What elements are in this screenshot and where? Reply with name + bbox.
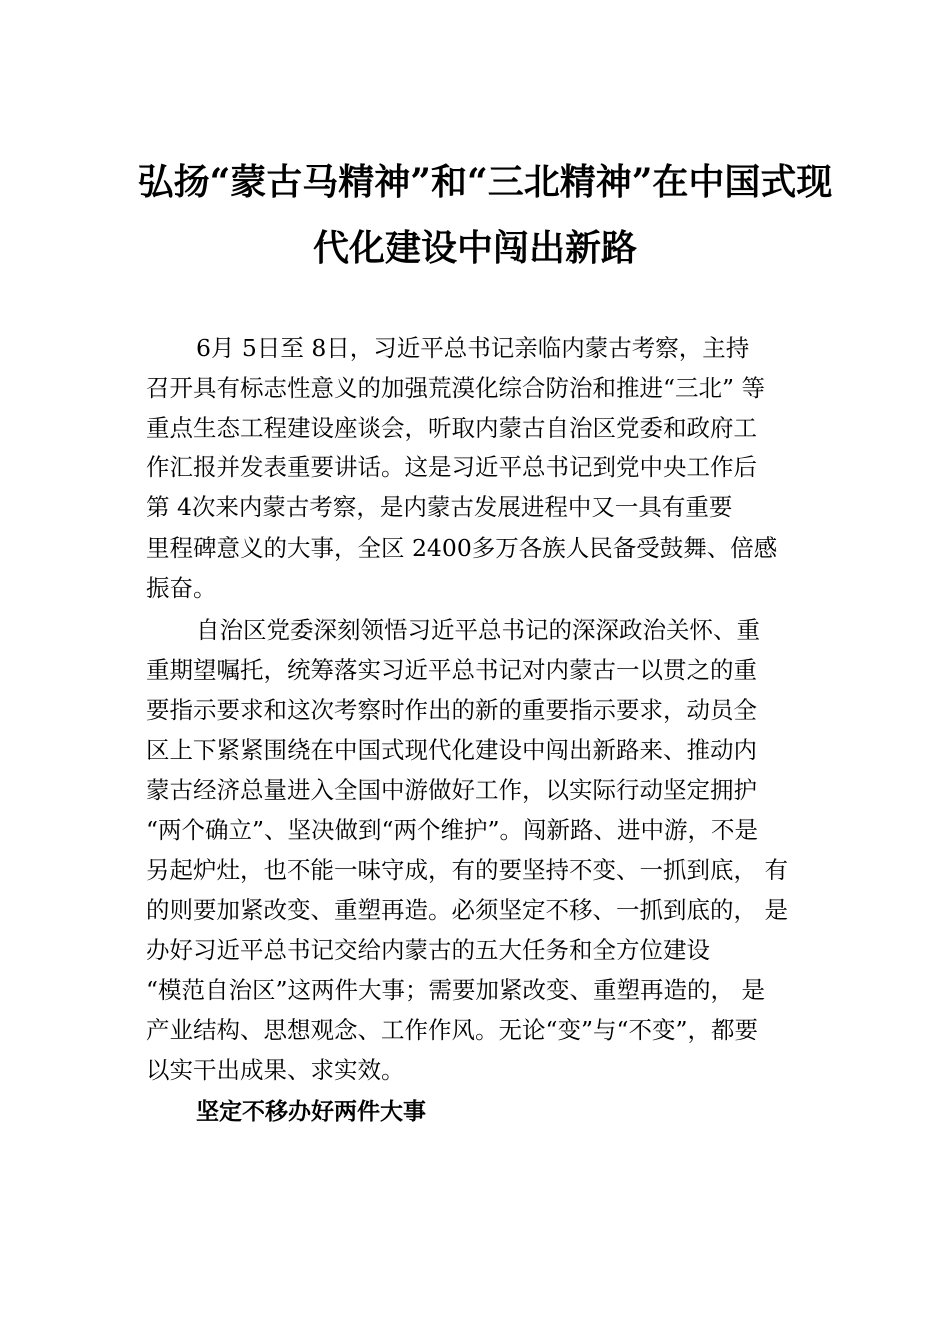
paragraph-line: “两个确立”、坚决做到“两个维护”。闯新路、进中游，不是 — [146, 816, 759, 844]
paragraph-line: 的则要加紧改变、重塑再造。必须坚定不移、一抓到底的， 是 — [146, 896, 788, 924]
paragraph-line: 重期望嘱托，统筹落实习近平总书记对内蒙古一以贯之的重 — [146, 656, 757, 684]
paragraph-line: 第 4次来内蒙古考察，是内蒙古发展进程中又一具有重要 — [146, 493, 733, 521]
paragraph-line: 区上下紧紧围绕在中国式现代化建设中闯出新路来、推动内 — [146, 736, 757, 764]
paragraph-line: 作汇报并发表重要讲话。这是习近平总书记到党中央工作后 — [146, 453, 757, 481]
paragraph-line: 以实干出成果、求实效。 — [146, 1056, 405, 1084]
paragraph-line: 6月 5日至 8日，习近平总书记亲临内蒙古考察，主持 — [196, 334, 750, 362]
paragraph-line: 重点生态工程建设座谈会，听取内蒙古自治区党委和政府工 — [146, 414, 757, 442]
paragraph-line: 要指示要求和这次考察时作出的新的重要指示要求，动员全 — [146, 696, 757, 724]
section-heading: 坚定不移办好两件大事 — [196, 1099, 426, 1125]
document-title-line-1: 弘扬“蒙古马精神”和“三北精神”在中国式现 — [137, 161, 833, 203]
paragraph-line: “模范自治区”这两件大事；需要加紧改变、重塑再造的， 是 — [146, 976, 765, 1004]
paragraph-line: 蒙古经济总量进入全国中游做好工作，以实际行动坚定拥护 — [146, 776, 757, 804]
paragraph-line: 办好习近平总书记交给内蒙古的五大任务和全方位建设 — [146, 936, 710, 964]
paragraph-line: 产业结构、思想观念、工作作风。无论“变”与“不变”，都要 — [146, 1016, 759, 1044]
paragraph-line: 另起炉灶，也不能一味守成，有的要坚持不变、一抓到底， 有 — [146, 856, 788, 884]
paragraph-line: 振奋。 — [146, 574, 217, 602]
document-title-line-2: 代化建设中闯出新路 — [312, 227, 637, 269]
paragraph-line: 里程碑意义的大事，全区 2400多万各族人民备受鼓舞、倍感 — [146, 534, 778, 562]
paragraph-line: 召开具有标志性意义的加强荒漠化综合防治和推进“三北” 等 — [146, 374, 765, 402]
paragraph-line: 自治区党委深刻领悟习近平总书记的深深政治关怀、重 — [196, 616, 760, 644]
